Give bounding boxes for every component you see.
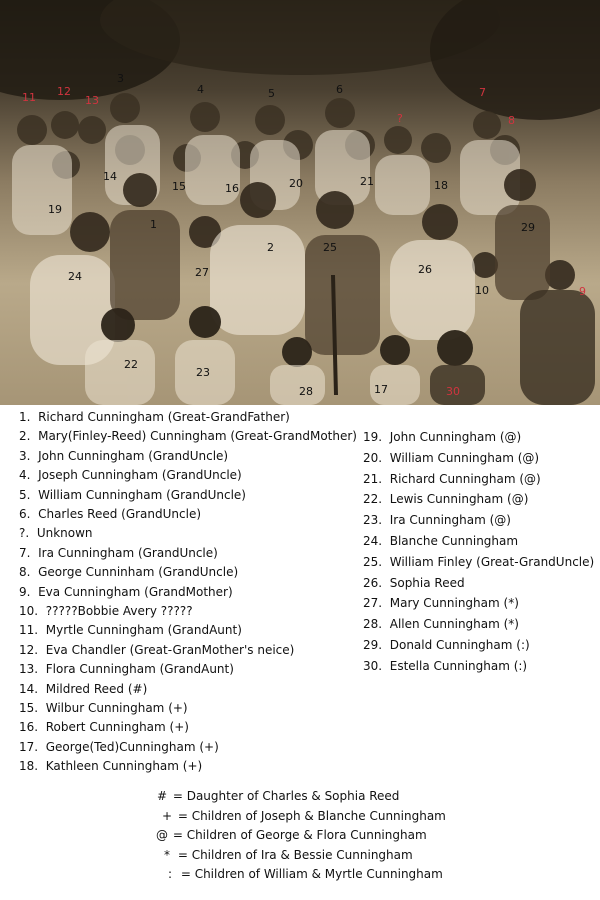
legend-entry: [363, 513, 511, 527]
legend-entry-name: Allen Cunningham (*): [389, 617, 519, 632]
key-row: [155, 828, 427, 842]
legend-entry-gap: [30, 565, 38, 579]
legend-entry-name: Ira Cunningham (@): [389, 513, 511, 528]
legend-entry: [363, 596, 519, 610]
legend-entry-name: Eva Cunningham (GrandMother): [38, 584, 233, 599]
legend-entry-number: 5.: [19, 487, 31, 502]
legend-entry: [19, 410, 290, 424]
key-symbol: +: [161, 808, 173, 823]
key-description: = Children of William & Myrtle Cunningham: [180, 867, 443, 881]
legend-entry-number: 12.: [19, 642, 39, 657]
photo-number-label: 8: [508, 114, 515, 127]
legend-entry: [19, 565, 238, 579]
legend-entry-gap: [382, 430, 390, 444]
key-row: [155, 789, 399, 803]
photo-number-label: 29: [521, 221, 535, 234]
legend-entry-name: William Cunningham (@): [389, 450, 540, 465]
legend-entry-number: 15.: [19, 701, 39, 715]
legend-entry-gap: [30, 468, 38, 482]
legend-entry-gap: [382, 472, 390, 486]
legend-entry-number: 18.: [19, 759, 39, 774]
legend-entry: [363, 659, 527, 673]
legend-entry-name: Charles Reed (GrandUncle): [38, 507, 202, 521]
legend-entry-name: Joseph Cunningham (GrandUncle): [38, 468, 242, 483]
legend-entry: [363, 638, 530, 652]
key-symbol: *: [164, 847, 170, 862]
legend-entry-gap: [382, 576, 390, 590]
legend-entry-number: 29.: [363, 638, 383, 652]
legend-entry-gap: [382, 617, 390, 631]
legend-entry-name: Donald Cunningham (:): [389, 638, 530, 652]
photo-number-label: 3: [117, 72, 124, 85]
legend-entry: [19, 526, 93, 540]
legend-entry-number: 13.: [19, 662, 39, 677]
photo-number-label: 20: [289, 177, 303, 190]
legend-entry-name: Sophia Reed: [389, 575, 465, 590]
legend-entry-name: Mary(Finley-Reed) Cunningham (Great-GrandMother): [38, 429, 357, 444]
legend-entry: [19, 468, 242, 482]
legend-entry-gap: [30, 546, 38, 560]
legend-entry-number: 19.: [363, 430, 383, 444]
legend-entry-gap: [38, 643, 46, 657]
legend-entry-number: 7.: [19, 545, 31, 560]
legend-entry-gap: [29, 526, 37, 540]
legend-entry-number: 14.: [19, 681, 39, 696]
legend-entry-gap: [38, 740, 46, 754]
photo-number-label: 4: [197, 83, 204, 96]
photo-number-label: 12: [57, 85, 71, 98]
legend-entry-gap: [382, 492, 390, 506]
legend-entry-name: George Cunninham (GrandUncle): [38, 565, 239, 580]
key-row: [163, 867, 443, 881]
legend-entry-gap: [382, 638, 390, 652]
legend-entry: [363, 492, 528, 506]
legend-entry: [363, 617, 519, 631]
legend-entry-number: 17.: [19, 739, 39, 754]
legend-entry: [363, 451, 539, 465]
legend-entry: [19, 604, 193, 618]
legend-entry-name: Wilbur Cunningham (+): [45, 701, 188, 715]
legend-entry-number: ?.: [19, 526, 30, 541]
family-photo: [0, 0, 600, 405]
legend-entry-number: 3.: [19, 448, 31, 463]
legend-entry: [19, 623, 242, 637]
photo-number-label: 19: [48, 203, 62, 216]
photo-number-label: 9: [579, 285, 586, 298]
photo-number-label: 7: [479, 86, 486, 99]
legend-entry-name: ?????Bobbie Avery ?????: [45, 604, 193, 618]
photo-number-label: 22: [124, 358, 138, 371]
legend-entry-name: Myrtle Cunningham (GrandAunt): [45, 623, 242, 638]
legend-entry-gap: [382, 596, 390, 610]
legend-entry-number: 21.: [363, 471, 383, 486]
photo-number-label: 27: [195, 266, 209, 279]
legend-entry-name: Eva Chandler (Great-GranMother's neice): [45, 642, 295, 657]
photo-number-label: 21: [360, 175, 374, 188]
legend-entry-name: Unknown: [36, 526, 93, 541]
key-symbol: :: [167, 867, 173, 881]
legend-entry: [363, 534, 518, 548]
legend-entry-number: 28.: [363, 617, 383, 632]
legend-entry: [19, 585, 233, 599]
legend-entry-number: 22.: [363, 492, 383, 507]
legend-entry-name: John Cunningham (GrandUncle): [38, 448, 229, 463]
legend-entry: [19, 429, 357, 443]
legend-entry-number: 27.: [363, 596, 383, 611]
photo-number-label: 6: [336, 83, 343, 96]
legend-entry: [363, 555, 594, 569]
legend-entry-gap: [38, 701, 46, 715]
photo-number-label: 25: [323, 241, 337, 254]
legend-entry-gap: [38, 720, 46, 734]
legend-entry-gap: [382, 534, 390, 548]
legend-entry-number: 8.: [19, 565, 31, 580]
legend-entry-name: John Cunningham (@): [389, 430, 522, 444]
legend-entry-name: Robert Cunningham (+): [45, 720, 189, 735]
legend-entry-gap: [30, 449, 38, 463]
legend-entry-name: Ira Cunningham (GrandUncle): [38, 545, 218, 560]
legend-entry-name: Mildred Reed (#): [45, 681, 148, 696]
photo-number-label: 1: [150, 218, 157, 231]
legend-entry-number: 25.: [363, 554, 383, 569]
key-description: = Daughter of Charles & Sophia Reed: [172, 789, 400, 803]
legend-entry: [19, 449, 228, 463]
key-row: [160, 848, 413, 862]
legend-entry: [19, 720, 189, 734]
legend-entry-name: Richard Cunningham (@): [389, 471, 541, 486]
legend-entry-gap: [38, 604, 46, 618]
legend-entry: [19, 488, 246, 502]
legend-entry-gap: [30, 488, 38, 502]
photo-figures: [0, 0, 600, 405]
legend-entry: [19, 682, 147, 696]
legend-entry-gap: [382, 513, 390, 527]
photo-number-label: 28: [299, 385, 313, 398]
legend-entry: [363, 430, 521, 444]
photo-number-label: ?: [397, 112, 403, 125]
photo-number-label: 2: [267, 241, 274, 254]
legend-entry-gap: [30, 585, 38, 599]
photo-number-label: 15: [172, 180, 186, 193]
key-description: = Children of George & Flora Cunningham: [172, 828, 427, 842]
legend-entry-gap: [38, 662, 46, 676]
legend-entry: [19, 662, 234, 676]
key-symbol: #: [156, 789, 168, 803]
legend-entry-number: 10.: [19, 604, 39, 618]
photo-number-label: 18: [434, 179, 448, 192]
legend-entry-number: 30.: [363, 658, 383, 673]
legend-entry: [19, 507, 201, 521]
legend-entry-gap: [38, 682, 46, 696]
key-description: = Children of Joseph & Blanche Cunningham: [177, 808, 446, 823]
legend-entry: [19, 643, 294, 657]
photo-number-label: 11: [22, 91, 36, 104]
key-symbol: @: [156, 828, 168, 842]
photo-number-label: 5: [268, 87, 275, 100]
legend-entry-name: Kathleen Cunningham (+): [45, 759, 203, 774]
legend-entry-name: Lewis Cunningham (@): [389, 492, 529, 507]
legend-entry-number: 20.: [363, 450, 383, 465]
legend-entry-number: 1.: [19, 410, 31, 424]
legend-entry: [363, 472, 541, 486]
legend-entry: [19, 546, 218, 560]
legend-entry-number: 24.: [363, 534, 383, 548]
legend-entry-gap: [38, 759, 46, 773]
legend-entry-gap: [38, 623, 46, 637]
legend-entry-name: Richard Cunningham (Great-GrandFather): [38, 410, 290, 424]
legend-entry-number: 16.: [19, 720, 39, 735]
photo-number-label: 10: [475, 284, 489, 297]
photo-number-label: 23: [196, 366, 210, 379]
legend-entry-name: Mary Cunningham (*): [389, 596, 519, 611]
legend-entry-name: Blanche Cunningham: [389, 534, 519, 548]
legend-entry: [19, 701, 188, 715]
photo-number-label: 13: [85, 94, 99, 107]
legend-entry-number: 6.: [19, 507, 31, 521]
photo-number-label: 16: [225, 182, 239, 195]
photo-number-label: 17: [374, 383, 388, 396]
legend-entry-name: William Finley (Great-GrandUncle): [389, 554, 595, 569]
legend-entry-gap: [382, 555, 390, 569]
legend-entry-number: 2.: [19, 429, 31, 444]
key-row: [160, 809, 446, 823]
key-description: = Children of Ira & Bessie Cunningham: [177, 847, 413, 862]
legend-entry-gap: [30, 410, 38, 424]
legend-entry-gap: [382, 451, 390, 465]
legend-entry-number: 4.: [19, 468, 31, 483]
legend-entry-name: William Cunningham (GrandUncle): [38, 487, 246, 502]
legend-entry-name: Flora Cunningham (GrandAunt): [45, 662, 234, 677]
legend-entry-gap: [30, 429, 38, 443]
photo-number-label: 30: [446, 385, 460, 398]
legend-entry: [363, 576, 465, 590]
legend-entry-gap: [382, 659, 390, 673]
legend-entry-number: 23.: [363, 513, 383, 528]
legend-entry-gap: [30, 507, 38, 521]
legend-entry-number: 9.: [19, 584, 31, 599]
photo-number-label: 14: [103, 170, 117, 183]
legend-entry: [19, 740, 219, 754]
photo-number-label: 26: [418, 263, 432, 276]
legend-entry-name: Estella Cunningham (:): [389, 658, 528, 673]
legend-entry: [19, 759, 202, 773]
photo-number-label: 24: [68, 270, 82, 283]
legend-entry-number: 26.: [363, 575, 383, 590]
legend-entry-number: 11.: [19, 623, 39, 638]
legend-entry-name: George(Ted)Cunningham (+): [45, 739, 219, 754]
